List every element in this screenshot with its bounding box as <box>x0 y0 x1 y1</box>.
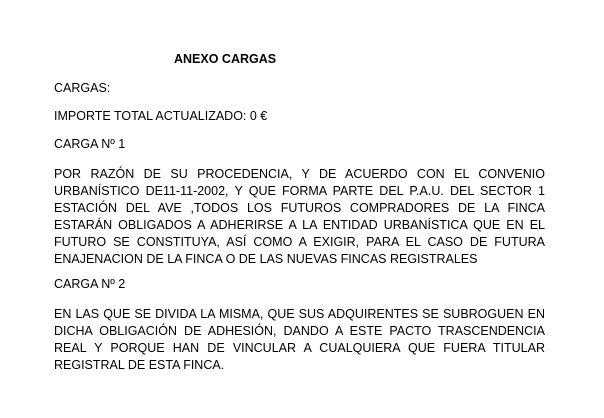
carga-1-text: POR RAZÓN DE SU PROCEDENCIA, Y DE ACUERDO CON EL CONVENIO URBANÍSTICO DE11-11-2002, Y QUE FORMA PARTE DEL P.A.U. DEL SECTOR 1 ESTACIÓN DEL AVE ,TODOS LOS FUTUROS COMPRADORES DE LA FINCA ESTARÁN OBLIGADOS A ADHERIRSE A LA ENTIDAD URBANÍSTICA QUE EN EL FUTURO SE CONSTITUYA, ASÍ COMO A EXIGIR, PARA EL CASO DE FUTURA ENAJENACION DE LA FINCA O DE LAS NUEVAS FINCAS REGISTRALES <box>54 167 545 266</box>
carga-1-heading: CARGA Nº 1 <box>54 137 126 151</box>
cargas-label: CARGAS: <box>54 81 111 95</box>
carga-2-text: EN LAS QUE SE DIVIDA LA MISMA, QUE SUS ADQUIRENTES SE SUBROGUEN EN DICHA OBLIGACIÓN DE ADHESIÓN, DANDO A ESTE PACTO TRASCENDENCIA REAL Y PORQUE HAN DE VINCULAR A CUALQUIERA QUE FUERA TITULAR REGISTRAL DE ESTA FINCA. <box>54 307 545 372</box>
carga-2-heading: CARGA Nº 2 <box>54 277 126 291</box>
document-title: ANEXO CARGAS <box>174 52 277 66</box>
importe-total: IMPORTE TOTAL ACTUALIZADO: 0 € <box>54 109 268 123</box>
